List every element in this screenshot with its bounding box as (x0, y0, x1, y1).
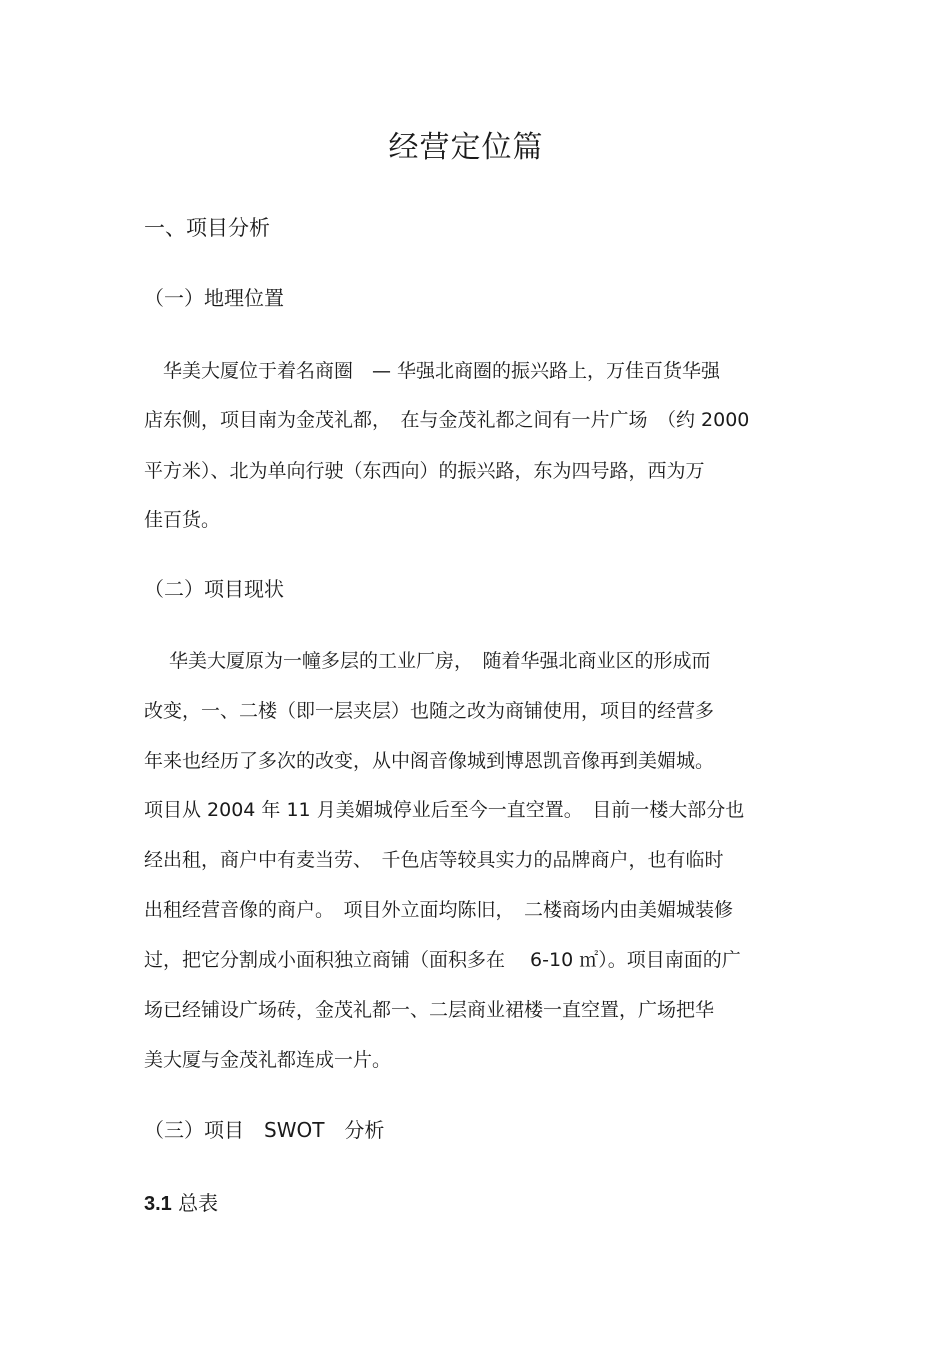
paragraph-line: 华美大厦位于着名商圈 — 华强北商圈的振兴路上，万佳百货华强 (144, 360, 721, 382)
subsection-heading-status: （二）项目现状 (144, 577, 284, 601)
paragraph-line: 过，把它分割成小面积独立商铺（面积多在 6-10 ㎡）。项目南面的广 (144, 949, 741, 971)
paragraph-line: 经出租，商户中有麦当劳、 千色店等较具实力的品牌商户，也有临时 (144, 849, 724, 871)
paragraph-line: 佳百货。 (144, 509, 221, 531)
subsection-heading-location: （一）地理位置 (144, 286, 284, 310)
paragraph-line: 华美大厦原为一幢多层的工业厂房， 随着华强北商业区的形成而 (144, 650, 711, 672)
paragraph-line: 平方米）、北为单向行驶（东西向）的振兴路，东为四号路，西为万 (144, 460, 705, 482)
paragraph-line: 出租经营音像的商户。 项目外立面均陈旧， 二楼商场内由美媚城装修 (144, 899, 734, 921)
paragraph-line: 年来也经历了多次的改变，从中阁音像城到博恩凯音像再到美媚城。 (144, 750, 715, 772)
paragraph-line: 美大厦与金茂礼都连成一片。 (144, 1049, 392, 1071)
sub-subsection-heading-summary-table (144, 1188, 218, 1219)
paragraph-line: 店东侧，项目南为金茂礼都， 在与金茂礼都之间有一片广场 （约 2000 (144, 409, 750, 431)
page-title: 经营定位篇 (388, 130, 544, 165)
subsection-heading-swot: （三）项目 SWOT 分析 (144, 1118, 385, 1142)
paragraph-line: 场已经铺设广场砖，金茂礼都一、二层商业裙楼一直空置，广场把华 (144, 999, 715, 1021)
paragraph-line: 项目从 2004 年 11 月美媚城停业后至今一直空置。 目前一楼大部分也 (144, 799, 745, 821)
paragraph-line: 改变，一、二楼（即一层夹层）也随之改为商铺使用，项目的经营多 (144, 700, 715, 722)
section-heading-project-analysis: 一、项目分析 (144, 216, 270, 240)
section-label: 总表 (171, 1191, 219, 1215)
section-number: 3.1 (144, 1193, 172, 1215)
